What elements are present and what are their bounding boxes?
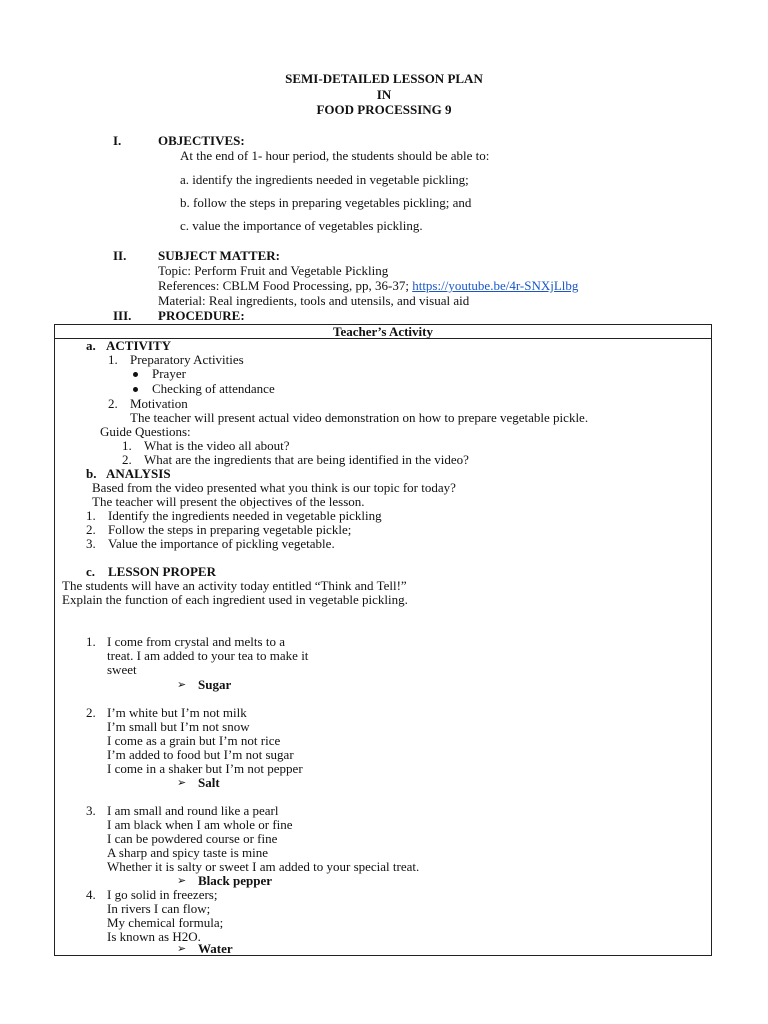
analysis-heading: ANALYSIS bbox=[106, 466, 171, 481]
riddle-line: I am small and round like a pearl bbox=[107, 803, 279, 818]
preparatory-activities: Preparatory Activities bbox=[130, 352, 244, 367]
riddle-line: Whether it is salty or sweet I am added to your special treat. bbox=[107, 859, 420, 874]
analysis-line: Based from the video presented what you think is our topic for today? bbox=[92, 480, 456, 495]
doc-title-line-3: FOOD PROCESSING 9 bbox=[316, 102, 452, 117]
lesson-marker: c. bbox=[86, 564, 96, 579]
list-number: 1. bbox=[86, 508, 96, 523]
analysis-line: The teacher will present the objectives of the lesson. bbox=[92, 494, 365, 509]
arrow-bullet-icon: ➢ bbox=[177, 678, 187, 691]
riddle-number: 1. bbox=[86, 634, 96, 649]
riddle-line: In rivers I can flow; bbox=[107, 901, 211, 916]
riddle-line: My chemical formula; bbox=[107, 915, 224, 930]
objectives-heading: OBJECTIVES: bbox=[158, 133, 245, 148]
riddle-line: I’m small but I’m not snow bbox=[107, 719, 250, 734]
guide-question: What are the ingredients that are being identified in the video? bbox=[144, 452, 469, 467]
list-number: 3. bbox=[86, 536, 96, 551]
procedure-numeral: III. bbox=[113, 308, 132, 323]
objectives-numeral: I. bbox=[113, 133, 122, 148]
subject-matter-numeral: II. bbox=[113, 248, 127, 263]
list-number: 1. bbox=[122, 438, 132, 453]
lesson-heading: LESSON PROPER bbox=[108, 564, 216, 579]
bullet-item-prayer: Prayer bbox=[152, 366, 186, 381]
table-header: Teacher’s Activity bbox=[332, 324, 433, 339]
doc-title-line-2: IN bbox=[376, 87, 392, 102]
guide-question: What is the video all about? bbox=[144, 438, 290, 453]
doc-title-line-1: SEMI-DETAILED LESSON PLAN bbox=[285, 71, 483, 86]
riddle-number: 2. bbox=[86, 705, 96, 720]
objective-item: c. value the importance of vegetables pickling. bbox=[180, 218, 423, 233]
subject-references bbox=[158, 279, 578, 293]
objective-item: a. identify the ingredients needed in vegetable pickling; bbox=[180, 172, 469, 187]
riddle-answer: Sugar bbox=[198, 677, 232, 692]
riddle-line: I am black when I am whole or fine bbox=[107, 817, 293, 832]
bullet-icon bbox=[133, 387, 138, 392]
list-number: 1. bbox=[108, 352, 118, 367]
subject-material: Material: Real ingredients, tools and utensils, and visual aid bbox=[158, 293, 470, 308]
riddle-line: I’m added to food but I’m not sugar bbox=[107, 747, 294, 762]
list-number: 2. bbox=[122, 452, 132, 467]
analysis-marker: b. bbox=[86, 466, 97, 481]
riddle-answer: Salt bbox=[198, 775, 220, 790]
guide-questions-label: Guide Questions: bbox=[100, 424, 191, 439]
bullet-item-attendance: Checking of attendance bbox=[152, 381, 275, 396]
riddle-line: I can be powdered course or fine bbox=[107, 831, 278, 846]
riddle-answer: Water bbox=[198, 941, 233, 956]
riddle-line: sweet bbox=[107, 662, 137, 677]
arrow-bullet-icon: ➢ bbox=[177, 776, 187, 789]
riddle-line: I’m white but I’m not milk bbox=[107, 705, 247, 720]
list-number: 2. bbox=[86, 522, 96, 537]
riddle-line: I go solid in freezers; bbox=[107, 887, 218, 902]
lesson-line: The students will have an activity today entitled “Think and Tell!” bbox=[62, 578, 407, 593]
activity-heading: ACTIVITY bbox=[106, 338, 172, 353]
analysis-item: Identify the ingredients needed in vegetable pickling bbox=[108, 508, 382, 523]
riddle-line: I come in a shaker but I’m not pepper bbox=[107, 761, 303, 776]
riddle-number: 4. bbox=[86, 887, 96, 902]
analysis-item: Follow the steps in preparing vegetable pickle; bbox=[108, 522, 352, 537]
riddle-answer: Black pepper bbox=[198, 873, 273, 888]
objectives-intro: At the end of 1- hour period, the students should be able to: bbox=[180, 148, 490, 163]
procedure-heading: PROCEDURE: bbox=[158, 308, 245, 323]
riddle-number: 3. bbox=[86, 803, 96, 818]
riddle-line: I come as a grain but I’m not rice bbox=[107, 733, 281, 748]
arrow-bullet-icon: ➢ bbox=[177, 942, 187, 955]
bullet-icon bbox=[133, 372, 138, 377]
motivation-label: Motivation bbox=[130, 396, 188, 411]
references-text: References: CBLM Food Processing, pp, 36-37; bbox=[158, 278, 413, 293]
riddle-line: A sharp and spicy taste is mine bbox=[107, 845, 269, 860]
lesson-line: Explain the function of each ingredient used in vegetable pickling. bbox=[62, 592, 408, 607]
riddle-line: I come from crystal and melts to a bbox=[107, 634, 285, 649]
motivation-text: The teacher will present actual video demonstration on how to prepare vegetable pickle. bbox=[130, 410, 589, 425]
arrow-bullet-icon: ➢ bbox=[177, 874, 187, 887]
activity-marker: a. bbox=[86, 338, 96, 353]
analysis-item: Value the importance of pickling vegetable. bbox=[108, 536, 335, 551]
subject-matter-heading: SUBJECT MATTER: bbox=[158, 248, 280, 263]
list-number: 2. bbox=[108, 396, 118, 411]
objective-item: b. follow the steps in preparing vegetables pickling; and bbox=[180, 195, 472, 210]
riddle-line: treat. I am added to your tea to make it bbox=[107, 648, 309, 663]
references-link[interactable]: https://youtube.be/4r-SNXjLlbg bbox=[412, 278, 579, 293]
riddle-line: Is known as H2O. bbox=[107, 929, 201, 944]
subject-topic: Topic: Perform Fruit and Vegetable Pickling bbox=[158, 263, 389, 278]
